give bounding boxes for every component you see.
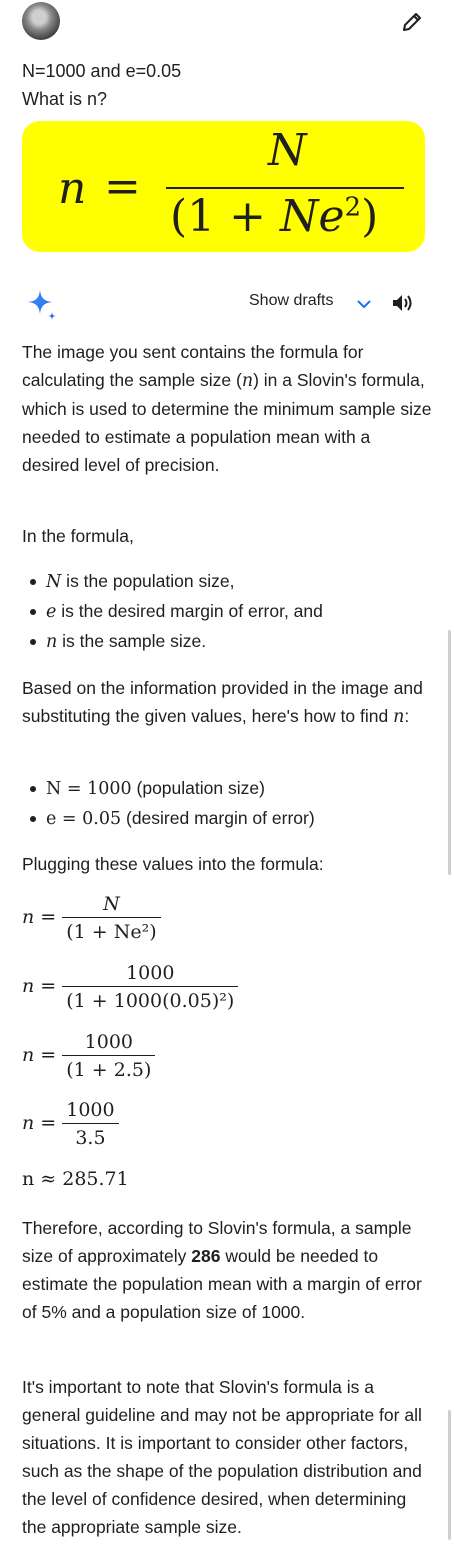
- response-paragraph-2: In the formula,: [22, 526, 134, 546]
- math-result: n ≈ 285.71: [22, 1168, 129, 1190]
- list-item: e is the desired margin of error, and: [30, 597, 323, 627]
- formula-numerator: N: [268, 125, 307, 176]
- pencil-icon: [396, 8, 426, 38]
- response-paragraph-1: The image you sent contains the formula for calculating the sample size (n) in a Slovin's formula, which is used to determine the minimum sample size needed to estimate a population mean with a desired level of precision.: [22, 342, 432, 475]
- response-paragraph-5: Therefore, according to Slovin's formula, a sample size of approximately 286 would be needed to estimate the population mean with a margin of error of 5% and a population size of 1000.: [22, 1218, 422, 1322]
- list-item: N = 1000 (population size): [30, 774, 315, 804]
- math-step-4: n = $\frac{1000}{3.5}$: [22, 1099, 119, 1149]
- formula-lhs: n: [58, 163, 87, 214]
- scrollbar-thumb[interactable]: [448, 1410, 451, 1540]
- list-item: N is the population size,: [30, 567, 323, 597]
- response-paragraph-3: Based on the information provided in the image and substituting the given values, here's how to find n:: [22, 678, 423, 727]
- edit-prompt-button[interactable]: [396, 8, 426, 38]
- user-message-line2: What is n?: [22, 89, 108, 109]
- scrollbar-thumb[interactable]: [448, 630, 451, 875]
- user-message-line1: N=1000 and e=0.05: [22, 61, 182, 81]
- list-item: n is the sample size.: [30, 627, 323, 657]
- list-item: e = 0.05 (desired margin of error): [30, 804, 315, 834]
- gemini-sparkle-icon: [24, 286, 60, 322]
- math-step-2: n = $\frac{1000}{\text{(1 + 1000(0.05)²)}}$: [22, 962, 238, 1012]
- definitions-list: [30, 567, 323, 657]
- math-step-1: n = $\frac{N}{\text{(1 + Ne²)}}$: [22, 893, 161, 943]
- math-step-3: n = $\frac{1000}{(1 + 2.5)}$: [22, 1031, 155, 1081]
- speaker-icon[interactable]: [390, 291, 414, 315]
- formula-equals: =: [104, 161, 141, 212]
- user-avatar: [22, 2, 60, 40]
- formula-fraction-bar: [166, 187, 404, 189]
- attached-formula-image[interactable]: [22, 121, 425, 252]
- formula-denominator: $(1 + Ne^2)$: [170, 191, 379, 242]
- response-paragraph-4: Plugging these values into the formula:: [22, 854, 324, 874]
- given-values-list: [30, 774, 315, 834]
- response-paragraph-6: It's important to note that Slovin's formula is a general guideline and may not be appropriate for all situations. It is important to consider other factors, such as the shape of the population distribution and the level of confidence desired, when determining the appropriate sample size.: [22, 1377, 422, 1537]
- chevron-down-icon[interactable]: [354, 294, 374, 314]
- show-drafts-button[interactable]: Show drafts: [249, 292, 334, 309]
